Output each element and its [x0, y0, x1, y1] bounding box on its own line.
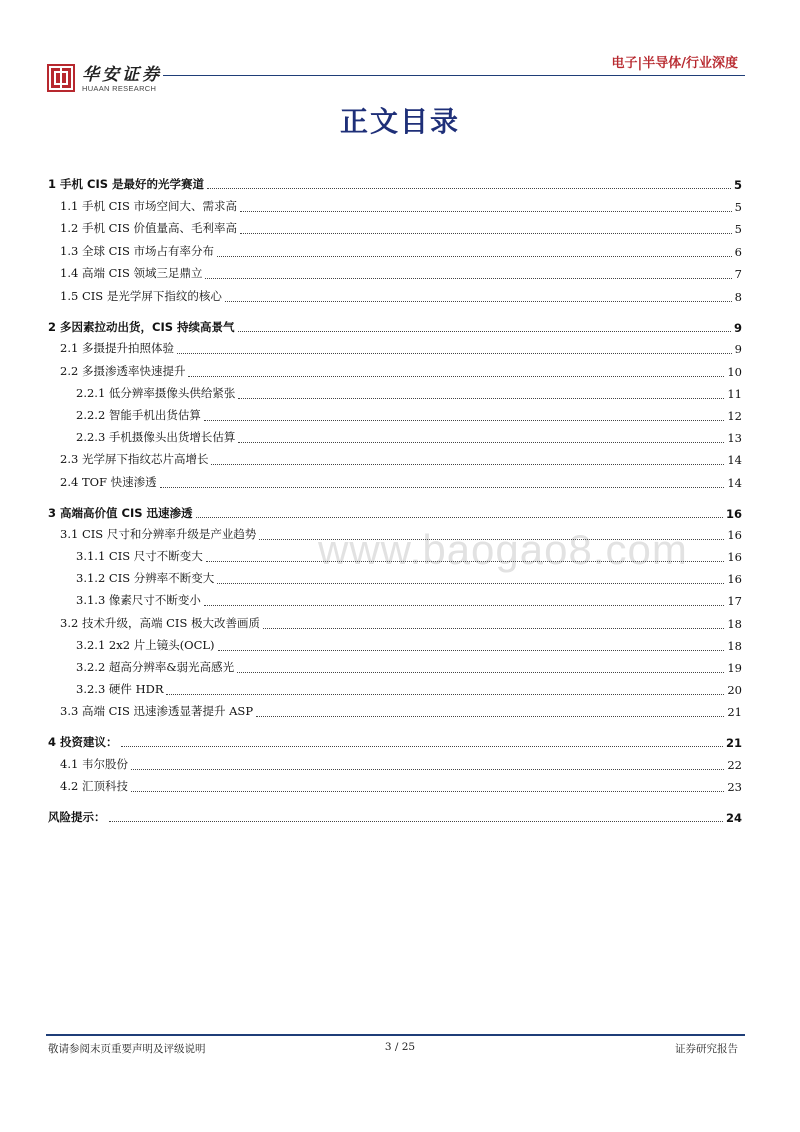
toc-entry-page: 21 [725, 736, 742, 750]
toc-entry-label: 2.3 光学屏下指纹芯片高增长 [60, 452, 209, 466]
toc-dot-leader [109, 821, 723, 822]
toc-entry[interactable] [48, 380, 742, 402]
toc-entry-page: 5 [734, 199, 742, 214]
toc-entry[interactable] [48, 750, 742, 773]
toc-entry[interactable] [48, 424, 742, 446]
toc-entry-page: 6 [734, 244, 742, 259]
toc-entry[interactable] [48, 357, 742, 380]
toc-entry-label: 3 高端高价值 CIS 迅速渗透 [48, 505, 193, 520]
toc-dot-leader [263, 628, 724, 629]
toc-entry-page: 7 [734, 267, 742, 281]
toc-entry-label: 1.3 全球 CIS 市场占有率分布 [60, 243, 214, 258]
toc-dot-leader [205, 278, 731, 279]
toc-dot-leader [207, 188, 731, 189]
toc-dot-leader [188, 376, 724, 377]
toc-entry-label: 2 多因素拉动出货，CIS 持续高景气 [48, 319, 235, 334]
toc-entry-page: 18 [727, 638, 742, 653]
watermark: www.baogao8.com [318, 526, 688, 573]
toc-entry[interactable] [48, 632, 742, 654]
toc-entry-label: 4.1 韦尔股份 [60, 756, 128, 771]
toc-entry-label: 1.1 手机 CIS 市场空间大、需求高 [60, 198, 237, 213]
toc-entry[interactable] [48, 803, 742, 825]
logo-text-en: HUAAN RESEARCH [82, 84, 157, 93]
toc-dot-leader [237, 672, 724, 673]
toc-entry-label: 2.2.1 低分辨率摄像头供给紧张 [76, 385, 236, 400]
toc-dot-leader [131, 791, 724, 792]
toc-dot-leader [256, 716, 724, 717]
toc-entry[interactable] [48, 654, 742, 676]
toc-entry-page: 12 [727, 408, 742, 423]
toc-entry[interactable] [48, 728, 742, 750]
toc-entry[interactable] [48, 543, 742, 565]
toc-entry-page: 16 [727, 528, 742, 542]
toc-entry-label: 4 投资建议： [48, 735, 118, 749]
toc-entry-page: 18 [727, 616, 742, 631]
toc-entry-page: 5 [733, 178, 742, 192]
toc-entry-label: 3.2.1 2x2 片上镜头(OCL) [76, 637, 215, 652]
report-type: 证券研究报告 [675, 1043, 738, 1055]
toc-dot-leader [217, 256, 732, 257]
toc-entry-page: 13 [727, 430, 742, 445]
toc-entry[interactable] [48, 499, 742, 521]
toc-dot-leader [196, 517, 723, 518]
toc-dot-leader [204, 420, 724, 421]
toc-dot-leader [160, 487, 725, 488]
toc-entry-label: 3.1.2 CIS 分辨率不断变大 [76, 571, 215, 585]
toc-entry[interactable] [48, 676, 742, 698]
toc-dot-leader [211, 464, 724, 465]
toc-dot-leader [259, 539, 724, 540]
toc-entry-page: 10 [727, 364, 742, 379]
toc-entry-label: 3.1.1 CIS 尺寸不断变大 [76, 549, 203, 563]
toc-entry-page: 11 [727, 386, 742, 401]
footer-divider [46, 1034, 745, 1036]
toc-entry[interactable] [48, 192, 742, 215]
toc-entry-page: 9 [734, 342, 742, 356]
toc-dot-leader [217, 583, 724, 584]
toc-entry-label: 3.1 CIS 尺寸和分辨率升级是产业趋势 [60, 527, 257, 541]
logo-text-cn: 华安证券 [82, 65, 162, 85]
toc-dot-leader [206, 561, 725, 562]
toc-entry[interactable] [48, 313, 742, 335]
toc-entry-label: 风险提示： [48, 810, 106, 824]
toc-dot-leader [121, 746, 723, 747]
toc-dot-leader [204, 605, 724, 606]
toc-entry[interactable] [48, 468, 742, 491]
toc-entry[interactable] [48, 260, 742, 283]
toc-entry-page: 16 [725, 506, 742, 521]
toc-entry-page: 14 [727, 453, 742, 467]
toc-entry-page: 16 [727, 550, 742, 564]
toc-entry-page: 24 [725, 811, 742, 825]
page-indicator: 3 / 25 [384, 1041, 416, 1053]
toc-entry-page: 21 [727, 705, 742, 719]
toc-entry-page: 23 [727, 780, 742, 794]
toc-entry-page: 19 [727, 660, 742, 675]
disclaimer-note: 敬请参阅末页重要声明及评级说明 [48, 1043, 206, 1055]
toc-entry-page: 9 [733, 320, 742, 335]
toc-entry[interactable] [48, 521, 742, 544]
toc-entry-label: 3.2 技术升级，高端 CIS 极大改善画质 [60, 615, 260, 630]
toc-entry-page: 8 [734, 289, 742, 304]
toc-entry-label: 1.4 高端 CIS 领域三足鼎立 [60, 266, 203, 280]
toc-entry-label: 2.2.3 手机摄像头出货增长估算 [76, 429, 236, 444]
toc-entry[interactable] [48, 698, 742, 721]
toc-dot-leader [131, 769, 724, 770]
toc-entry-page: 16 [727, 572, 742, 586]
toc-entry[interactable] [48, 446, 742, 469]
toc-dot-leader [238, 398, 724, 399]
toc-entry[interactable] [48, 609, 742, 632]
toc-entry-label: 1 手机 CIS 是最好的光学赛道 [48, 177, 205, 191]
toc-entry-label: 4.2 汇顶科技 [60, 779, 128, 793]
toc-entry-label: 1.5 CIS 是光学屏下指纹的核心 [60, 288, 222, 303]
huaan-logo-icon [47, 64, 75, 92]
toc-entry[interactable] [48, 402, 742, 424]
page-title: 正文目录 [339, 105, 460, 138]
toc-entry[interactable] [48, 237, 742, 260]
toc-entry-page: 14 [727, 475, 742, 490]
toc-entry-page: 22 [727, 757, 742, 772]
toc-dot-leader [218, 650, 725, 651]
toc-entry-label: 2.4 TOF 快速渗透 [60, 474, 157, 489]
toc-entry-label: 3.2.2 超高分辨率&弱光高感光 [76, 659, 235, 674]
toc-entry-page: 5 [734, 222, 742, 236]
toc-entry-page: 20 [727, 682, 742, 697]
toc-dot-leader [240, 211, 732, 212]
toc-dot-leader [240, 233, 732, 234]
toc-dot-leader [166, 694, 724, 695]
toc-entry[interactable] [48, 215, 742, 238]
toc-entry-page: 17 [727, 594, 742, 608]
toc-entry-label: 3.1.3 像素尺寸不断变小 [76, 593, 201, 607]
toc-entry-label: 3.2.3 硬件 HDR [76, 681, 164, 696]
toc-entry[interactable] [48, 282, 742, 305]
toc-dot-leader [225, 301, 732, 302]
toc-entry[interactable] [48, 587, 742, 609]
toc-entry-label: 1.2 手机 CIS 价值量高、毛利率高 [60, 221, 237, 235]
toc-entry[interactable] [48, 773, 742, 796]
toc-entry[interactable] [48, 335, 742, 358]
toc-entry-label: 2.1 多摄提升拍照体验 [60, 341, 174, 355]
toc-entry-label: 2.2.2 智能手机出货估算 [76, 407, 201, 422]
toc-entry-label: 3.3 高端 CIS 迅速渗透显著提升 ASP [60, 704, 254, 718]
toc-dot-leader [238, 442, 724, 443]
toc-dot-leader [177, 353, 732, 354]
toc-dot-leader [238, 331, 731, 332]
table-of-contents [48, 170, 742, 825]
header-divider [163, 75, 745, 76]
report-category: 电子|半导体/行业深度 [611, 56, 738, 71]
toc-entry-label: 2.2 多摄渗透率快速提升 [60, 363, 186, 378]
toc-entry[interactable] [48, 565, 742, 587]
toc-entry[interactable] [48, 170, 742, 192]
